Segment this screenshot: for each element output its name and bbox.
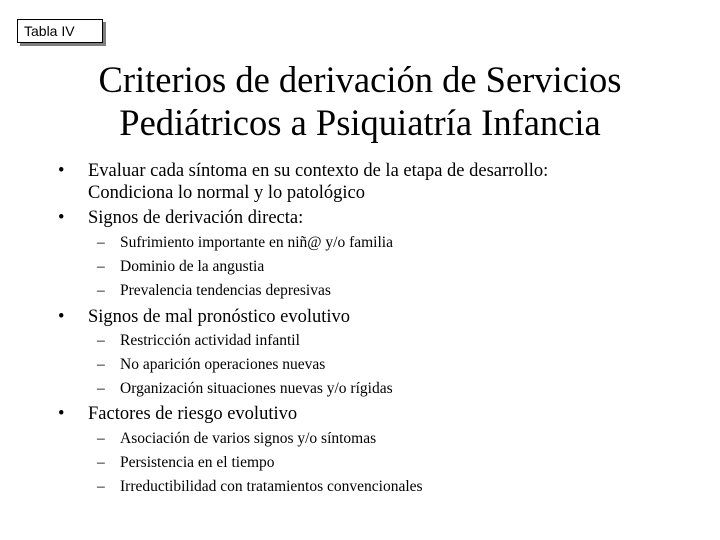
bullet-text-line: Condiciona lo normal y lo patológico (88, 183, 365, 203)
sub-bullet-text: Irreductibilidad con tratamientos convencionales (120, 478, 423, 495)
table-number-label: Tabla IV (17, 19, 103, 43)
sub-bullet-marker: – (97, 282, 105, 299)
sub-bullet-text: Dominio de la angustia (120, 258, 265, 275)
sub-bullet-marker: – (97, 380, 105, 397)
sub-bullet-text: Persistencia en el tiempo (120, 454, 275, 471)
sub-bullet-text: Organización situaciones nuevas y/o rígidas (120, 380, 393, 397)
sub-bullet-marker: – (97, 258, 105, 275)
sub-bullet-marker: – (97, 234, 105, 251)
sub-bullet-text: Asociación de varios signos y/o síntomas (120, 430, 377, 447)
title-line-2: Pediátricos a Psiquiatría Infancia (119, 102, 601, 143)
sub-bullet-text: Restricción actividad infantil (120, 332, 300, 349)
sub-bullet-text: Prevalencia tendencias depresivas (120, 282, 331, 299)
bullet-text-line: Signos de derivación directa: (88, 208, 304, 228)
bullet-marker: • (58, 307, 65, 327)
sub-bullet-marker: – (97, 356, 105, 373)
title-line-1: Criterios de derivación de Servicios (98, 59, 622, 100)
bullet-text-line: Evaluar cada síntoma en su contexto de la etapa de desarrollo: (88, 161, 549, 181)
bullet-text-line: Signos de mal pronóstico evolutivo (88, 307, 351, 327)
bullet-marker: • (58, 208, 65, 228)
sub-bullet-marker: – (97, 478, 105, 495)
sub-bullet-marker: – (97, 332, 105, 349)
sub-bullet-text: Sufrimiento importante en niñ@ y/o familia (120, 234, 393, 251)
sub-bullet-text: No aparición operaciones nuevas (120, 356, 326, 373)
sub-bullet-marker: – (97, 430, 105, 447)
sub-bullet-marker: – (97, 454, 105, 471)
bullet-marker: • (58, 404, 65, 424)
bullet-text-line: Factores de riesgo evolutivo (88, 404, 298, 424)
bullet-marker: • (58, 161, 65, 181)
